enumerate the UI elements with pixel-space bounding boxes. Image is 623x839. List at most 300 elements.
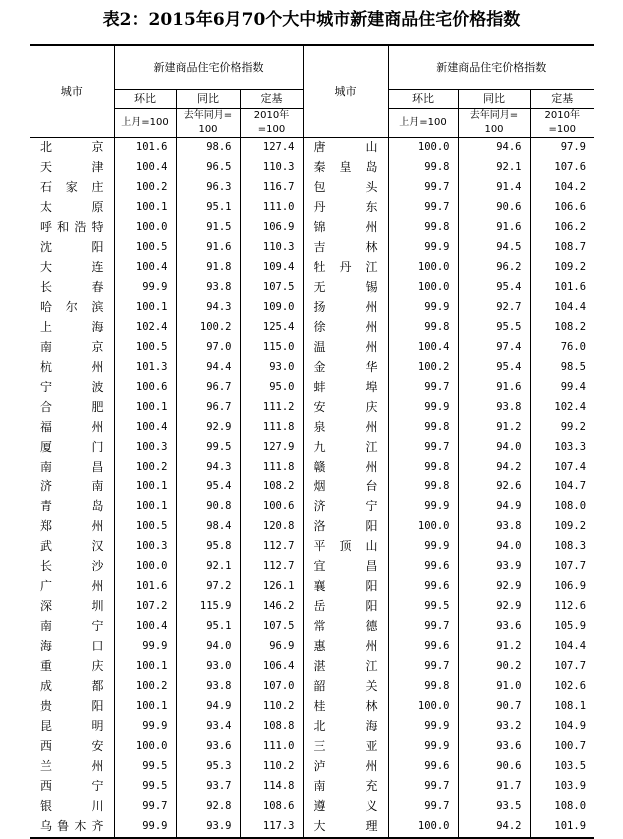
cell-yoy-left: 91.6 bbox=[176, 238, 240, 258]
cell-city-left: 石家庄 bbox=[30, 178, 114, 198]
cell-mom-right: 100.0 bbox=[388, 278, 458, 298]
header-group-left: 新建商品住宅价格指数 bbox=[114, 45, 303, 90]
cell-city-left: 西安 bbox=[30, 737, 114, 757]
cell-city-right: 济宁 bbox=[303, 497, 388, 517]
cell-city-right: 平顶山 bbox=[303, 537, 388, 557]
table-row bbox=[30, 797, 594, 817]
cell-yoy-left: 96.5 bbox=[176, 158, 240, 178]
cell-mom-left: 102.4 bbox=[114, 318, 176, 338]
table-row bbox=[30, 398, 594, 418]
cell-city-right: 襄阳 bbox=[303, 577, 388, 597]
cell-mom-right: 99.9 bbox=[388, 717, 458, 737]
cell-mom-right: 99.8 bbox=[388, 218, 458, 238]
cell-city-right: 湛江 bbox=[303, 657, 388, 677]
table-row bbox=[30, 597, 594, 617]
cell-mom-right: 99.8 bbox=[388, 458, 458, 478]
table-row bbox=[30, 318, 594, 338]
cell-base-right: 109.2 bbox=[554, 260, 587, 273]
cell-base-right: 103.9 bbox=[554, 780, 587, 792]
table-row bbox=[30, 577, 594, 597]
cell-yoy-left: 92.9 bbox=[176, 418, 240, 438]
cell-mom-right: 100.4 bbox=[388, 338, 458, 358]
cell-city-left: 哈尔滨 bbox=[30, 298, 114, 318]
cell-base-left: 93.0 bbox=[269, 360, 295, 373]
cell-yoy-right: 94.2 bbox=[458, 458, 530, 478]
cell-base-right: 101.9 bbox=[530, 817, 594, 838]
header-yoy-sub-line2: 100 bbox=[198, 124, 218, 135]
cell-city-right: 蚌埠 bbox=[303, 378, 388, 398]
cell-yoy-left: 93.9 bbox=[176, 817, 240, 838]
cell-city-right: 常德 bbox=[303, 617, 388, 637]
cell-mom-right: 100.0 bbox=[388, 697, 458, 717]
cell-yoy-right: 90.2 bbox=[458, 657, 530, 677]
cell-city-left: 南宁 bbox=[30, 617, 114, 637]
cell-mom-left: 99.5 bbox=[114, 757, 176, 777]
cell-mom-left: 100.1 bbox=[114, 497, 176, 517]
cell-yoy-right: 93.9 bbox=[458, 557, 530, 577]
cell-base-left: 95.0 bbox=[269, 380, 295, 393]
cell-mom-left: 100.4 bbox=[114, 158, 176, 178]
cell-city-right: 扬州 bbox=[303, 298, 388, 318]
table-row bbox=[30, 218, 594, 238]
cell-base-left: 117.3 bbox=[240, 817, 303, 838]
cell-yoy-left: 90.8 bbox=[176, 497, 240, 517]
cell-base-right: 99.4 bbox=[560, 380, 587, 393]
cell-city-right: 桂林 bbox=[303, 697, 388, 717]
cell-base-right: 108.1 bbox=[554, 700, 587, 713]
cell-mom-left: 100.2 bbox=[114, 458, 176, 478]
cell-mom-left: 100.0 bbox=[114, 737, 176, 757]
cell-city-left: 上海 bbox=[30, 318, 114, 338]
cell-mom-right: 100.0 bbox=[388, 517, 458, 537]
cell-mom-left: 100.6 bbox=[114, 378, 176, 398]
cell-city-right: 九江 bbox=[303, 438, 388, 458]
cell-base-right: 101.6 bbox=[554, 280, 587, 293]
cell-yoy-right: 91.6 bbox=[458, 218, 530, 238]
cell-city-left: 武汉 bbox=[30, 537, 114, 557]
cell-yoy-right: 94.0 bbox=[458, 537, 530, 557]
header-mom-sub-right: 上月=100 bbox=[388, 109, 458, 138]
cell-city-right: 北海 bbox=[303, 717, 388, 737]
cell-yoy-right: 94.9 bbox=[458, 497, 530, 517]
cell-city-right: 吉林 bbox=[303, 238, 388, 258]
cell-yoy-left: 94.9 bbox=[176, 697, 240, 717]
cell-base-left: 110.2 bbox=[262, 760, 295, 773]
cell-yoy-left: 92.1 bbox=[176, 557, 240, 577]
cell-base-left: 111.0 bbox=[262, 200, 295, 213]
cell-yoy-right: 97.4 bbox=[458, 338, 530, 358]
cell-yoy-left: 115.9 bbox=[176, 597, 240, 617]
cell-base-right: 104.7 bbox=[554, 480, 587, 493]
cell-yoy-left: 99.5 bbox=[176, 438, 240, 458]
cell-yoy-left: 93.7 bbox=[176, 777, 240, 797]
cell-base-right: 98.5 bbox=[560, 360, 587, 373]
table-row bbox=[30, 178, 594, 198]
cell-yoy-left: 94.4 bbox=[176, 358, 240, 378]
header-yoy-sub-line2: 100 bbox=[484, 124, 504, 135]
cell-mom-left: 99.9 bbox=[114, 817, 176, 838]
cell-city-right: 赣州 bbox=[303, 458, 388, 478]
cell-city-left: 厦门 bbox=[30, 438, 114, 458]
cell-yoy-right: 93.8 bbox=[458, 517, 530, 537]
cell-yoy-left: 91.5 bbox=[176, 218, 240, 238]
cell-mom-right: 99.6 bbox=[388, 637, 458, 657]
table-row bbox=[30, 497, 594, 517]
cell-mom-left: 100.4 bbox=[114, 617, 176, 637]
cell-yoy-left: 92.8 bbox=[176, 797, 240, 817]
cell-city-left: 呼和浩特 bbox=[30, 218, 114, 238]
cell-mom-left: 101.6 bbox=[114, 577, 176, 597]
cell-city-left: 大连 bbox=[30, 258, 114, 278]
header-yoy-sub-line1: 去年同月= bbox=[469, 110, 519, 121]
cell-yoy-left: 98.4 bbox=[176, 517, 240, 537]
cell-mom-right: 99.8 bbox=[388, 318, 458, 338]
cell-city-right: 岳阳 bbox=[303, 597, 388, 617]
cell-mom-right: 99.8 bbox=[388, 677, 458, 697]
cell-mom-left: 100.1 bbox=[114, 398, 176, 418]
cell-mom-right: 99.9 bbox=[388, 497, 458, 517]
cell-mom-left: 99.7 bbox=[114, 797, 176, 817]
table-row bbox=[30, 278, 594, 298]
cell-mom-left: 107.2 bbox=[114, 597, 176, 617]
cell-yoy-left: 96.7 bbox=[176, 378, 240, 398]
cell-base-left: 127.4 bbox=[262, 141, 295, 153]
cell-mom-right: 100.0 bbox=[388, 138, 458, 158]
cell-yoy-left: 93.0 bbox=[176, 657, 240, 677]
cell-mom-right: 99.7 bbox=[388, 198, 458, 218]
cell-city-left: 天津 bbox=[30, 158, 114, 178]
cell-mom-right: 99.8 bbox=[388, 418, 458, 438]
header-yoy-left: 同比 bbox=[176, 90, 240, 109]
cell-base-left: 127.9 bbox=[262, 440, 295, 453]
cell-yoy-left: 98.6 bbox=[176, 138, 240, 158]
table-row bbox=[30, 458, 594, 478]
price-index-table bbox=[30, 44, 594, 839]
header-yoy-sub-line1: 去年同月= bbox=[183, 110, 233, 121]
page-title: 表2：2015年6月70个大中城市新建商品住宅价格指数 bbox=[102, 10, 521, 30]
cell-yoy-right: 92.9 bbox=[458, 577, 530, 597]
cell-yoy-right: 94.5 bbox=[458, 238, 530, 258]
table-row bbox=[30, 477, 594, 497]
cell-base-left: 106.4 bbox=[262, 660, 295, 673]
cell-base-left: 109.0 bbox=[262, 300, 295, 313]
cell-mom-left: 100.5 bbox=[114, 517, 176, 537]
table-row bbox=[30, 777, 594, 797]
cell-base-left: 100.6 bbox=[262, 500, 295, 513]
cell-mom-left: 99.9 bbox=[114, 278, 176, 298]
cell-yoy-right: 91.2 bbox=[458, 637, 530, 657]
cell-mom-left: 100.1 bbox=[114, 198, 176, 218]
table-row bbox=[30, 378, 594, 398]
cell-city-left: 青岛 bbox=[30, 497, 114, 517]
cell-yoy-left: 93.4 bbox=[176, 717, 240, 737]
header-yoy-right: 同比 bbox=[458, 90, 530, 109]
header-base-sub-line1: 2010年 bbox=[544, 110, 580, 121]
table-row bbox=[30, 138, 594, 158]
cell-city-right: 安庆 bbox=[303, 398, 388, 418]
cell-yoy-left: 94.3 bbox=[176, 298, 240, 318]
cell-base-right: 108.3 bbox=[554, 540, 587, 553]
cell-yoy-left: 95.8 bbox=[176, 537, 240, 557]
cell-yoy-right: 91.4 bbox=[458, 178, 530, 198]
cell-mom-right: 99.7 bbox=[388, 657, 458, 677]
cell-city-left: 广州 bbox=[30, 577, 114, 597]
cell-yoy-right: 92.7 bbox=[458, 298, 530, 318]
cell-mom-right: 99.8 bbox=[388, 477, 458, 497]
cell-mom-right: 100.0 bbox=[388, 817, 458, 838]
cell-yoy-left: 93.8 bbox=[176, 677, 240, 697]
cell-city-right: 温州 bbox=[303, 338, 388, 358]
cell-base-left: 111.8 bbox=[262, 460, 295, 473]
table-row bbox=[30, 158, 594, 178]
cell-mom-left: 99.9 bbox=[114, 637, 176, 657]
cell-mom-right: 99.6 bbox=[388, 577, 458, 597]
cell-yoy-right: 93.8 bbox=[458, 398, 530, 418]
cell-base-right: 108.7 bbox=[554, 240, 587, 253]
cell-city-right: 遵义 bbox=[303, 797, 388, 817]
cell-base-right: 106.6 bbox=[554, 200, 587, 213]
cell-base-left: 112.7 bbox=[262, 540, 295, 553]
cell-city-right: 无锡 bbox=[303, 278, 388, 298]
cell-mom-left: 100.4 bbox=[114, 418, 176, 438]
cell-base-left: 120.8 bbox=[262, 520, 295, 533]
cell-base-left: 107.5 bbox=[262, 280, 295, 293]
cell-yoy-right: 96.2 bbox=[458, 258, 530, 278]
cell-base-left: 146.2 bbox=[262, 600, 295, 613]
cell-base-left: 111.8 bbox=[262, 420, 295, 433]
cell-base-right: 108.0 bbox=[554, 500, 587, 513]
cell-base-right: 107.6 bbox=[554, 160, 587, 173]
cell-mom-left: 99.9 bbox=[114, 717, 176, 737]
cell-city-right: 韶关 bbox=[303, 677, 388, 697]
cell-yoy-left: 93.8 bbox=[176, 278, 240, 298]
cell-mom-left: 100.0 bbox=[114, 218, 176, 238]
cell-base-left: 109.4 bbox=[262, 260, 295, 273]
cell-mom-right: 99.6 bbox=[388, 557, 458, 577]
table-row bbox=[30, 557, 594, 577]
cell-yoy-right: 91.7 bbox=[458, 777, 530, 797]
cell-city-left: 海口 bbox=[30, 637, 114, 657]
cell-base-left: 110.3 bbox=[262, 240, 295, 253]
cell-base-left: 108.8 bbox=[262, 720, 295, 733]
cell-mom-right: 99.9 bbox=[388, 238, 458, 258]
cell-city-right: 大理 bbox=[303, 817, 388, 838]
cell-city-right: 唐山 bbox=[303, 138, 388, 158]
cell-base-right: 99.2 bbox=[560, 420, 587, 433]
cell-yoy-right: 93.5 bbox=[458, 797, 530, 817]
cell-mom-right: 99.6 bbox=[388, 757, 458, 777]
table-row bbox=[30, 537, 594, 557]
cell-city-left: 深圳 bbox=[30, 597, 114, 617]
cell-base-right: 104.2 bbox=[554, 180, 587, 193]
header-base-sub-line1: 2010年 bbox=[253, 110, 290, 121]
cell-base-left: 115.0 bbox=[262, 340, 295, 353]
cell-yoy-left: 94.3 bbox=[176, 458, 240, 478]
cell-base-left: 111.0 bbox=[262, 740, 295, 753]
cell-base-right: 103.3 bbox=[554, 440, 587, 453]
table-row bbox=[30, 817, 594, 838]
table-row bbox=[30, 338, 594, 358]
cell-mom-left: 100.2 bbox=[114, 178, 176, 198]
cell-yoy-left: 95.3 bbox=[176, 757, 240, 777]
cell-city-left: 西宁 bbox=[30, 777, 114, 797]
cell-yoy-right: 94.6 bbox=[458, 138, 530, 158]
cell-yoy-left: 93.6 bbox=[176, 737, 240, 757]
cell-mom-left: 100.4 bbox=[114, 258, 176, 278]
table-row bbox=[30, 617, 594, 637]
table-row bbox=[30, 198, 594, 218]
cell-base-left: 96.9 bbox=[269, 640, 295, 653]
cell-mom-left: 101.6 bbox=[114, 138, 176, 158]
cell-yoy-right: 93.2 bbox=[458, 717, 530, 737]
cell-base-left: 108.2 bbox=[262, 480, 295, 493]
cell-yoy-right: 93.6 bbox=[458, 737, 530, 757]
cell-base-left: 125.4 bbox=[262, 320, 295, 333]
cell-mom-left: 101.3 bbox=[114, 358, 176, 378]
cell-city-left: 北京 bbox=[30, 138, 114, 158]
cell-base-right: 112.6 bbox=[554, 600, 587, 613]
cell-mom-left: 100.1 bbox=[114, 477, 176, 497]
cell-base-left: 110.3 bbox=[262, 160, 295, 173]
cell-mom-left: 100.1 bbox=[114, 697, 176, 717]
table-row bbox=[30, 438, 594, 458]
cell-yoy-right: 90.6 bbox=[458, 757, 530, 777]
header-city-right: 城市 bbox=[303, 45, 388, 138]
cell-yoy-right: 94.0 bbox=[458, 438, 530, 458]
cell-base-right: 102.6 bbox=[554, 680, 587, 693]
cell-city-left: 乌鲁木齐 bbox=[30, 817, 114, 838]
cell-yoy-right: 91.2 bbox=[458, 418, 530, 438]
cell-city-right: 丹东 bbox=[303, 198, 388, 218]
cell-base-left: 108.6 bbox=[262, 799, 295, 812]
cell-yoy-left: 95.1 bbox=[176, 617, 240, 637]
header-base-sub-left bbox=[240, 109, 303, 138]
cell-city-left: 贵阳 bbox=[30, 697, 114, 717]
cell-mom-right: 99.7 bbox=[388, 178, 458, 198]
cell-base-right: 104.4 bbox=[554, 300, 587, 313]
cell-mom-left: 100.2 bbox=[114, 677, 176, 697]
cell-mom-right: 99.7 bbox=[388, 797, 458, 817]
table-body bbox=[30, 138, 594, 838]
cell-base-right: 108.2 bbox=[554, 320, 587, 333]
cell-base-left: 107.5 bbox=[262, 620, 295, 633]
cell-mom-left: 99.5 bbox=[114, 777, 176, 797]
cell-base-right: 107.7 bbox=[554, 560, 587, 573]
cell-base-left: 126.1 bbox=[262, 580, 295, 593]
cell-base-right: 107.7 bbox=[554, 660, 587, 673]
cell-mom-right: 99.9 bbox=[388, 298, 458, 318]
table-row bbox=[30, 418, 594, 438]
cell-mom-right: 99.9 bbox=[388, 537, 458, 557]
cell-city-left: 宁波 bbox=[30, 378, 114, 398]
cell-yoy-left: 97.0 bbox=[176, 338, 240, 358]
table-row bbox=[30, 737, 594, 757]
header-city-left: 城市 bbox=[30, 45, 114, 138]
table-header bbox=[30, 45, 594, 138]
cell-yoy-right: 92.1 bbox=[458, 158, 530, 178]
cell-mom-right: 100.0 bbox=[388, 258, 458, 278]
cell-base-left: 114.8 bbox=[262, 780, 295, 792]
cell-mom-right: 99.7 bbox=[388, 617, 458, 637]
header-base-sub-line2: =100 bbox=[548, 124, 576, 135]
cell-city-right: 秦皇岛 bbox=[303, 158, 388, 178]
cell-mom-left: 100.5 bbox=[114, 238, 176, 258]
cell-yoy-right: 92.6 bbox=[458, 477, 530, 497]
table-row bbox=[30, 757, 594, 777]
cell-city-right: 南充 bbox=[303, 777, 388, 797]
table-row bbox=[30, 517, 594, 537]
cell-city-left: 成都 bbox=[30, 677, 114, 697]
table-row bbox=[30, 677, 594, 697]
cell-city-left: 杭州 bbox=[30, 358, 114, 378]
cell-city-left: 福州 bbox=[30, 418, 114, 438]
cell-city-right: 锦州 bbox=[303, 218, 388, 238]
cell-city-left: 昆明 bbox=[30, 717, 114, 737]
cell-city-left: 南京 bbox=[30, 338, 114, 358]
cell-base-left: 110.2 bbox=[262, 700, 295, 713]
cell-base-right: 109.2 bbox=[554, 520, 587, 533]
header-group-right: 新建商品住宅价格指数 bbox=[388, 45, 594, 90]
cell-yoy-right: 90.7 bbox=[458, 697, 530, 717]
cell-base-right: 106.9 bbox=[554, 580, 587, 593]
cell-base-left: 106.9 bbox=[262, 220, 295, 233]
cell-city-left: 济南 bbox=[30, 477, 114, 497]
cell-yoy-left: 100.2 bbox=[176, 318, 240, 338]
cell-mom-left: 100.5 bbox=[114, 338, 176, 358]
cell-city-left: 太原 bbox=[30, 198, 114, 218]
header-mom-left: 环比 bbox=[114, 90, 176, 109]
cell-base-right: 102.4 bbox=[554, 400, 587, 413]
header-base-left: 定基 bbox=[260, 92, 283, 105]
cell-yoy-left: 94.0 bbox=[176, 637, 240, 657]
header-yoy-sub-left bbox=[176, 109, 240, 138]
header-base-sub-line2: =100 bbox=[257, 124, 286, 135]
cell-city-right: 宜昌 bbox=[303, 557, 388, 577]
cell-city-left: 沈阳 bbox=[30, 238, 114, 258]
cell-mom-left: 100.0 bbox=[114, 557, 176, 577]
table-row bbox=[30, 298, 594, 318]
cell-city-left: 郑州 bbox=[30, 517, 114, 537]
cell-city-right: 惠州 bbox=[303, 637, 388, 657]
header-base-sub-right bbox=[530, 109, 594, 138]
cell-yoy-right: 93.6 bbox=[458, 617, 530, 637]
cell-city-left: 合肥 bbox=[30, 398, 114, 418]
cell-yoy-right: 95.5 bbox=[458, 318, 530, 338]
cell-mom-right: 99.7 bbox=[388, 378, 458, 398]
cell-city-right: 金华 bbox=[303, 358, 388, 378]
table-row bbox=[30, 637, 594, 657]
cell-base-right: 107.4 bbox=[554, 460, 587, 473]
cell-base-right: 104.9 bbox=[554, 720, 587, 733]
cell-yoy-right: 94.2 bbox=[458, 817, 530, 838]
cell-mom-right: 100.2 bbox=[388, 358, 458, 378]
cell-yoy-right: 95.4 bbox=[458, 358, 530, 378]
header-mom-right: 环比 bbox=[388, 90, 458, 109]
cell-yoy-right: 91.6 bbox=[458, 378, 530, 398]
cell-base-right: 103.5 bbox=[554, 760, 587, 773]
cell-city-right: 三亚 bbox=[303, 737, 388, 757]
table-row bbox=[30, 258, 594, 278]
cell-city-left: 南昌 bbox=[30, 458, 114, 478]
cell-yoy-left: 96.7 bbox=[176, 398, 240, 418]
cell-base-right: 106.2 bbox=[554, 220, 587, 233]
cell-yoy-left: 97.2 bbox=[176, 577, 240, 597]
cell-base-left: 107.0 bbox=[262, 680, 295, 693]
table-row bbox=[30, 697, 594, 717]
cell-yoy-right: 92.9 bbox=[458, 597, 530, 617]
cell-mom-left: 100.3 bbox=[114, 438, 176, 458]
table-row bbox=[30, 717, 594, 737]
